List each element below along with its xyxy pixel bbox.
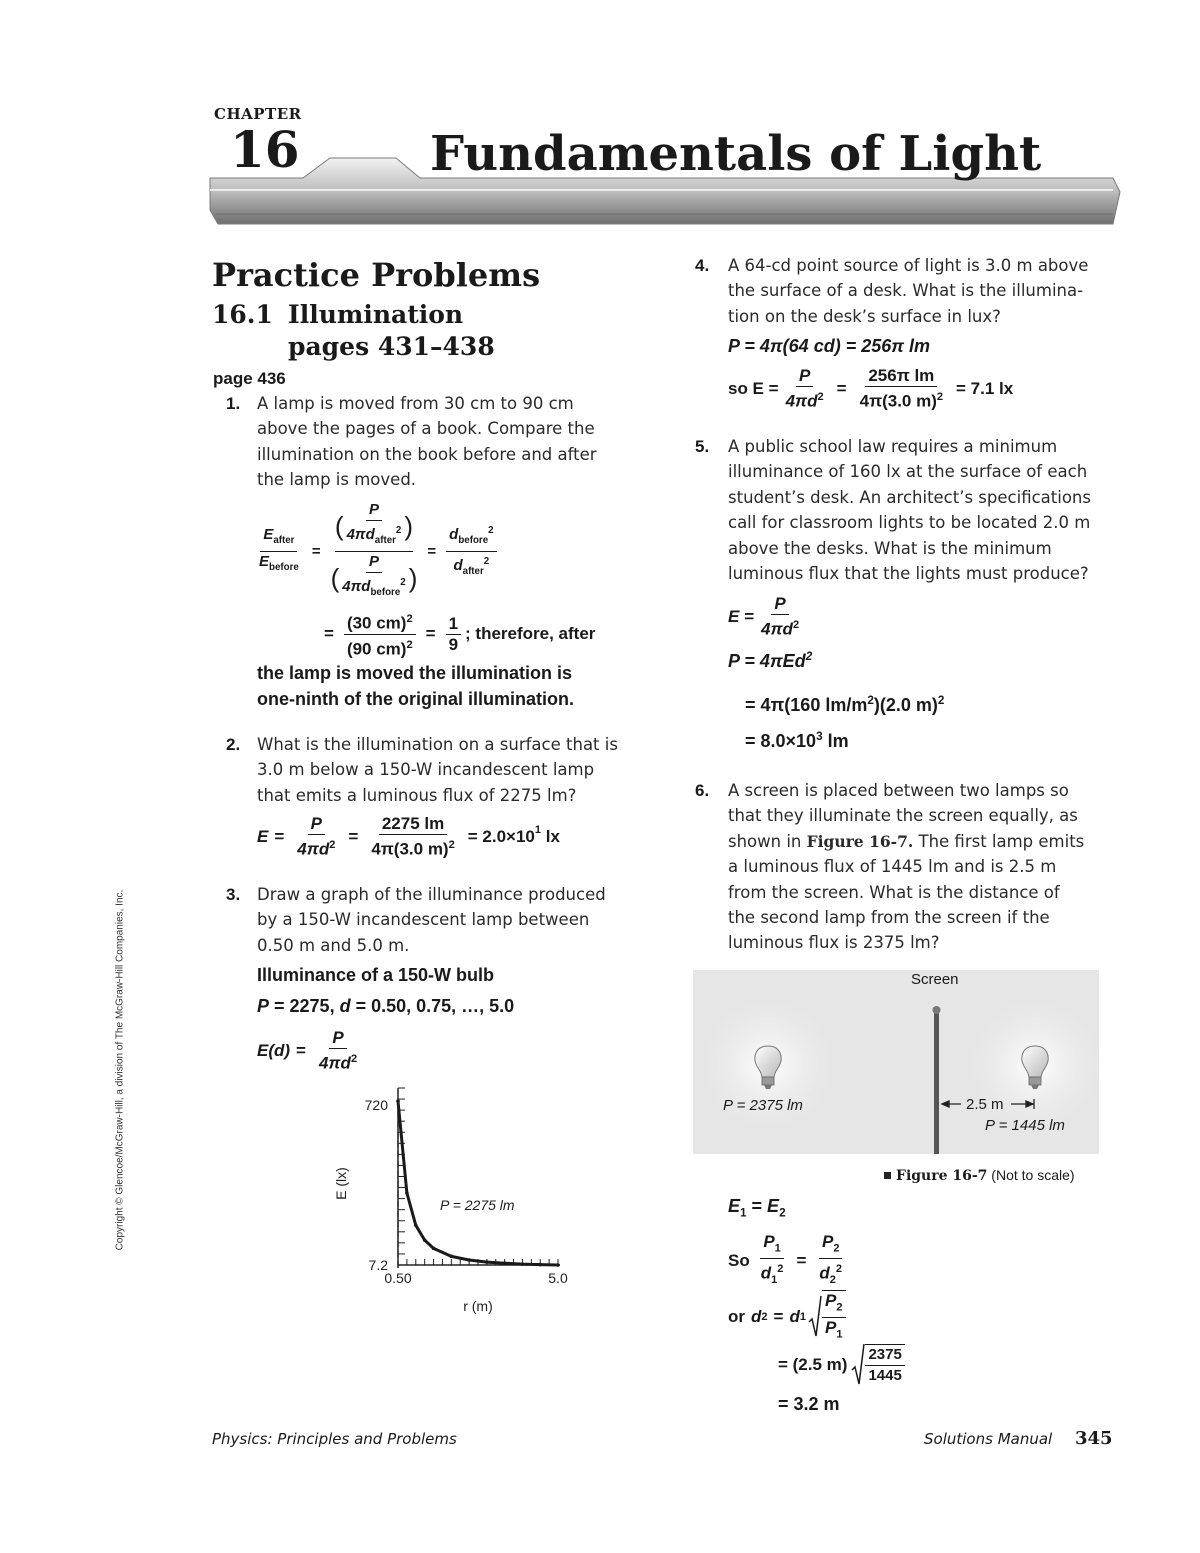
eq-30: (30 cm) — [346, 613, 407, 633]
eq-d: d — [453, 557, 463, 574]
problem-6-answer-l2: So $\frac{P_1}{d_1^2}$ = $\frac{P_2}{d_2^2}$ — [728, 1232, 843, 1287]
eq-4pid: 4πd — [342, 578, 371, 595]
eq-sign: = — [425, 624, 436, 644]
eq-sub: after — [273, 535, 295, 546]
data-point — [538, 1263, 542, 1267]
problem-5-eq1: E = $\frac{P}{4\pi d^2}$ — [728, 594, 800, 639]
eq-e: E — [259, 553, 270, 570]
eq-e: E — [263, 526, 274, 543]
eq-ed: E(d) — [257, 1040, 291, 1060]
data-point — [485, 1260, 489, 1264]
problem-6-text — [728, 778, 1084, 956]
problem-2-line: 3.0 m below a 150-W incandescent lamp — [257, 760, 595, 780]
problem-6-line: A screen is placed between two lamps so — [728, 781, 1069, 800]
eq3b: )(2.0 m) — [873, 695, 938, 715]
eq-d: d — [449, 526, 459, 543]
problem-3-line: by a 150-W incandescent lamp between — [257, 910, 590, 930]
problem-6-number: 6. — [695, 781, 710, 800]
problem-4-eq2: so E = $\frac{P}{4\pi d^2}$ = $\frac{\text{256π lm}}{4\pi(3.0 m)^2}$ = 7.1 lx — [728, 366, 1014, 411]
chapter-label: CHAPTER — [214, 105, 302, 123]
section-title: Illumination — [288, 300, 464, 329]
problem-6-line: from the screen. What is the distance of — [728, 882, 1060, 902]
eq-nine: 9 — [448, 634, 459, 654]
chapter-number: 16 — [230, 120, 300, 179]
problem-4-eq1: P = 4π(64 cd) = 256π lm — [728, 336, 931, 356]
eq-therefore: ; therefore, after — [465, 624, 596, 644]
problem-4-line: the surface of a desk. What is the illumina- — [728, 281, 1084, 301]
problem-5-number: 5. — [695, 437, 710, 456]
problem-5-eq3: = 4π(160 $lm/m^2)(2.0$ m)$^2$ — [745, 694, 945, 715]
sqrt-icon — [851, 1342, 865, 1388]
eq-den: 4πd — [761, 619, 793, 639]
problem-2-text — [257, 732, 618, 808]
eq-or: or — [728, 1307, 745, 1327]
data-point — [467, 1258, 471, 1262]
x-tick-label: 0.50 — [384, 1270, 412, 1286]
distance-label: 2.5 m — [966, 1096, 1004, 1113]
x-axis-label: r (m) — [463, 1298, 493, 1314]
problem-5-line: A public school law requires a minimum — [728, 437, 1058, 456]
eq-p: P — [774, 594, 786, 613]
sqrt-num: 2375 — [865, 1345, 904, 1366]
left-lamp-label: P = 2375 lm — [723, 1097, 803, 1114]
data-point — [521, 1262, 525, 1266]
eq-den: 4π(3.0 m) — [859, 391, 937, 411]
problem-3-answer-formula: E(d) = $\frac{P}{4\pi d^2}$ — [257, 1028, 358, 1073]
eq4-unit: lm — [822, 731, 849, 751]
eq-sup: 2 — [488, 525, 494, 536]
section-pages: pages 431–438 — [288, 332, 495, 361]
y-tick-label: 7.2 — [368, 1257, 388, 1273]
problem-6-line: a luminous flux of 1445 lm and is 2.5 m — [728, 857, 1057, 877]
problem-6-line: that they illuminate the screen equally, as — [728, 806, 1078, 826]
eq-sign: = — [324, 624, 334, 644]
problem-2-line: What is the illumination on a surface that is — [257, 735, 618, 754]
problem-5-line: student’s desk. An architect’s specifications — [728, 487, 1091, 507]
practice-heading: Practice Problems — [212, 256, 541, 294]
eq-sup: 2 — [483, 556, 490, 567]
eq-result: = 2.0×10 — [467, 826, 535, 846]
problem-5-eq2: P = 4πEd$^2$ — [728, 650, 813, 671]
problem-3-number: 3. — [226, 885, 241, 904]
problem-1-equation: $\frac{E_{after}}{E_{before}}$ = ( $\frac{P}{4\pi d_{after}^2}$ ) ( $\frac{P}{4\pi d_{before}^2}$ ) = $\frac{d_{before}^2}{d_{after}^2}$ = $\frac{(30 cm)^2}{(90 cm)^2}$ = $\frac{1}{9}$ ; therefore, after — [259, 501, 596, 659]
eq-sup: 2 — [400, 577, 406, 588]
eq-one: 1 — [446, 614, 461, 635]
y-tick-label: 720 — [364, 1097, 388, 1113]
series-line — [398, 1101, 558, 1265]
eq-4pid: 4πd — [297, 839, 330, 859]
var-p: P — [257, 996, 270, 1016]
line-part: shown in — [728, 831, 807, 851]
problem-5-text — [728, 434, 1091, 586]
problem-5-line: illuminance of 160 lx at the surface of each — [728, 462, 1088, 482]
figure-16-7 — [693, 970, 1099, 1154]
eq-result: = 7.1 lx — [956, 378, 1014, 398]
caption-rest: (Not to scale) — [987, 1167, 1075, 1183]
eq-p: P — [368, 501, 379, 518]
data-point — [556, 1263, 560, 1267]
problem-5-line: call for classroom lights to be located 2.0 m — [728, 513, 1091, 533]
eq-e: E — [257, 826, 269, 846]
eq4-exp: 3 — [816, 730, 823, 743]
data-point — [396, 1099, 400, 1103]
val-p: = 2275, — [269, 996, 340, 1016]
page-reference: page 436 — [213, 369, 286, 388]
problem-5-line: above the desks. What is the minimum — [728, 538, 1052, 558]
caption-bold: Figure 16-7 — [896, 1168, 988, 1184]
problem-1-text — [257, 391, 597, 493]
problem-5-eq4 — [745, 730, 849, 752]
problem-6-line: the second lamp from the screen if the — [728, 908, 1050, 928]
problem-2-line: that emits a luminous flux of 2275 lm? — [257, 785, 577, 805]
series-annotation: P = 2275 lm — [440, 1197, 515, 1213]
eq-90: (90 cm) — [346, 639, 407, 659]
data-point — [414, 1223, 418, 1227]
eq-p: P — [798, 366, 811, 385]
chapter-title: Fundamentals of Light — [430, 126, 1042, 182]
eq-p: P — [368, 553, 379, 570]
line-part: The first lamp emits — [913, 831, 1085, 851]
x-tick-label: 5.0 — [548, 1270, 568, 1286]
figure-caption — [884, 1167, 1075, 1184]
problem-1-line: illumination on the book before and after — [257, 444, 597, 464]
conclusion-line: one-ninth of the original illumination. — [257, 689, 574, 709]
eq4: = 8.0×10 — [745, 731, 817, 751]
data-point — [405, 1191, 409, 1195]
conclusion-line: the lamp is moved the illumination is — [257, 663, 573, 683]
problem-6-line — [728, 829, 1084, 854]
problem-1-conclusion — [257, 660, 574, 712]
problem-1-number: 1. — [226, 394, 241, 413]
data-point — [450, 1255, 454, 1259]
section-number: 16.1 — [212, 300, 273, 329]
problem-3-answer-title: Illuminance of a 150-W bulb — [257, 965, 495, 985]
screen-label: Screen — [911, 971, 959, 988]
problem-3-text — [257, 882, 606, 958]
illuminance-chart — [330, 1080, 590, 1330]
problem-2-number: 2. — [226, 735, 241, 754]
problem-1-line: A lamp is moved from 30 cm to 90 cm — [257, 394, 574, 413]
var-d: d — [339, 996, 351, 1016]
screen-pole — [933, 1006, 941, 1154]
problem-3-answer-params — [257, 996, 514, 1017]
problem-1-line: the lamp is moved. — [257, 470, 417, 490]
eq-sup: 2 — [395, 525, 402, 536]
right-lamp-label: P = 1445 lm — [985, 1117, 1065, 1134]
eq-p: P — [310, 814, 322, 833]
data-point — [503, 1261, 507, 1265]
eq-e: E = — [728, 606, 754, 626]
side-copyright: Copyright © Glencoe/McGraw-Hill, a division of The McGraw-Hill Companies, Inc. — [114, 889, 126, 1251]
eq-sub: before — [269, 562, 299, 573]
data-point — [432, 1247, 436, 1251]
problem-2-equation: E = $\frac{P}{4\pi d^2}$ = $\frac{2275 lm}{4\pi(3.0 m)^2}$ = 2.0×10 $^1$ lx — [257, 814, 560, 859]
eq-256: 256π lm — [865, 366, 937, 387]
page-number: 345 — [1075, 1428, 1113, 1449]
figure-ref: Figure 16-7. — [806, 831, 914, 851]
eq-sign: = — [311, 543, 321, 560]
eq-p: P — [332, 1028, 344, 1047]
eq3: = 4π(160 lm/m — [745, 695, 868, 715]
eq-so: so E = — [728, 378, 779, 398]
problem-4-line: tion on the desk’s surface in lux? — [728, 306, 1001, 326]
val-d: = 0.50, 0.75, …, 5.0 — [350, 996, 515, 1016]
problem-6-answer-l3: or d 2 = d 1 $\frac{P_2}{P_1}$ — [728, 1290, 846, 1345]
footer-left: Physics: Principles and Problems — [212, 1430, 457, 1448]
eq-e1: E — [728, 1196, 741, 1216]
chapter-header — [208, 100, 1128, 240]
eq-exp: 1 — [534, 824, 541, 836]
eq2: P = 4πEd — [728, 651, 806, 671]
problem-1-line: above the pages of a book. Compare the — [257, 419, 595, 439]
problem-5-line: luminous flux that the lights must produce? — [728, 564, 1089, 584]
problem-4-line: A 64-cd point source of light is 3.0 m above — [728, 256, 1089, 275]
sqrt-icon — [808, 1294, 822, 1340]
problem-6-answer-l4 — [778, 1342, 905, 1388]
caption-bullet-icon — [884, 1172, 891, 1179]
sqrt-den: 1445 — [868, 1367, 902, 1384]
problem-3-line: Draw a graph of the illuminance produced — [257, 885, 606, 904]
y-axis-label: E (lx) — [333, 1167, 349, 1200]
problem-4-number: 4. — [695, 256, 710, 275]
eq-den: 4πd — [318, 1053, 351, 1073]
eq-4pid: 4πd — [346, 526, 375, 543]
eq-so: So — [728, 1251, 750, 1271]
problem-6-answer-l1: $E_1 = E_2$ — [728, 1196, 786, 1220]
eq-4pid: 4πd — [785, 391, 818, 411]
eq-sign: = — [427, 543, 437, 560]
problem-3-line: 0.50 m and 5.0 m. — [257, 935, 410, 955]
problem-6-answer-l5: = 3.2 m — [778, 1394, 840, 1414]
eq-l4: = (2.5 m) — [778, 1355, 848, 1374]
eq-unit: lx — [541, 826, 560, 846]
footer-right: Solutions Manual — [924, 1430, 1053, 1448]
problem-6-line: luminous flux is 2375 lm? — [728, 933, 940, 953]
eq-den: 4π(3.0 m) — [371, 839, 449, 859]
data-point — [423, 1238, 427, 1242]
problem-4-text — [728, 253, 1088, 329]
eq-2275: 2275 lm — [379, 814, 447, 835]
